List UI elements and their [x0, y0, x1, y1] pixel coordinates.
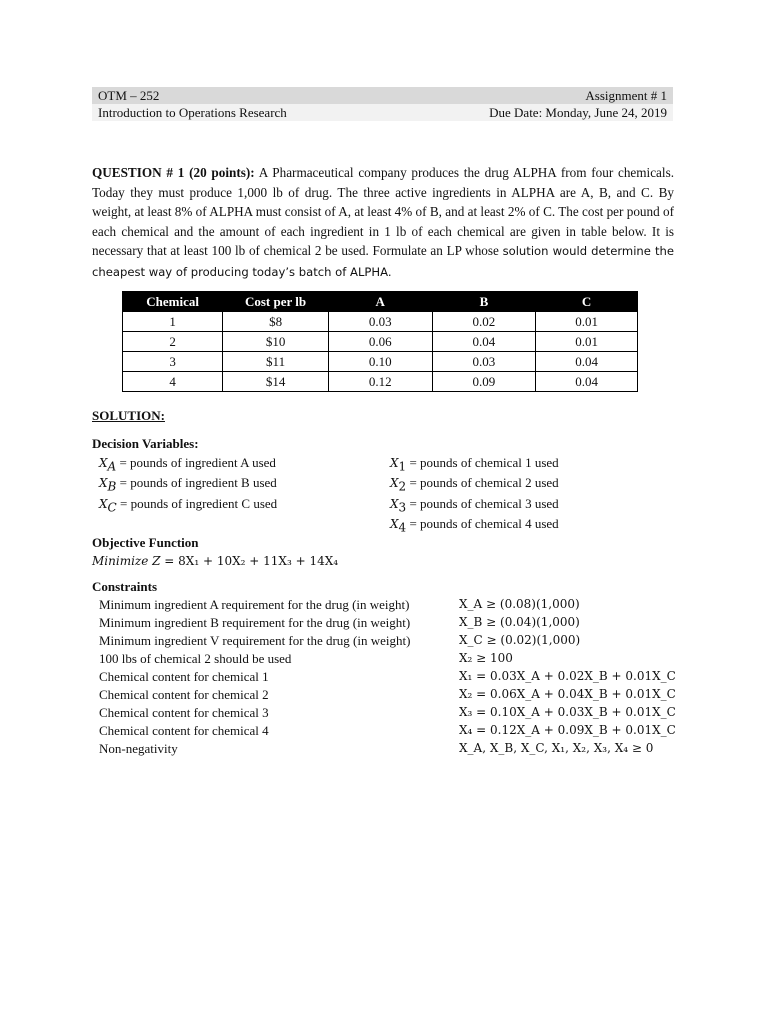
table-cell: $11 — [223, 352, 329, 372]
table-cell: 1 — [123, 312, 223, 332]
due-date: Due Date: Monday, June 24, 2019 — [489, 104, 667, 120]
constraint-expression: X₄ = 0.12X_A + 0.09X_B + 0.01X_C — [459, 723, 676, 737]
table-header-row — [123, 292, 638, 312]
table-row — [123, 372, 638, 392]
assignment-number: Assignment # 1 — [585, 87, 667, 103]
objective-prefix: Minimize Z — [92, 554, 161, 568]
table-cell: 4 — [123, 372, 223, 392]
constraint-expression: X_A ≥ (0.08)(1,000) — [459, 597, 580, 611]
table-cell: 0.03 — [432, 352, 536, 372]
ingredient-var-c: $X_C$ = pounds of ingredient C used — [99, 496, 278, 515]
table-header-cell: Cost per lb — [223, 292, 329, 312]
question-paragraph — [92, 163, 674, 282]
constraints-heading: Constraints — [92, 579, 158, 594]
course-code: OTM – 252 — [98, 87, 160, 103]
constraint-expression: X_B ≥ (0.04)(1,000) — [459, 615, 580, 629]
ingredient-var-a: $X_A$ = pounds of ingredient A used — [99, 455, 276, 474]
table-cell: 0.02 — [432, 312, 536, 332]
constraint-label: Minimum ingredient V requirement for the drug (in weight) — [99, 633, 411, 648]
constraint-expression: X₂ = 0.06X_A + 0.04X_B + 0.01X_C — [459, 687, 676, 701]
question-last-line: solution would determine the cheapest way of producing today’s batch of ALPHA. — [92, 244, 675, 279]
table-header-cell: B — [432, 292, 536, 312]
ingredient-var-b: $X_B$ = pounds of ingredient B used — [99, 475, 277, 494]
table-cell: 0.01 — [536, 312, 638, 332]
table-cell: 0.10 — [328, 352, 432, 372]
table-cell: 0.12 — [328, 372, 432, 392]
table-header-cell: Chemical — [123, 292, 223, 312]
table-cell: 2 — [123, 332, 223, 352]
constraint-label: Non-negativity — [99, 741, 178, 756]
header-row-2 — [92, 104, 673, 121]
table-row — [123, 332, 638, 352]
constraint-label: Minimum ingredient B requirement for the drug (in weight) — [99, 615, 411, 630]
header-row-1 — [92, 87, 673, 104]
constraint-label: 100 lbs of chemical 2 should be used — [99, 651, 292, 666]
decision-variables-heading: Decision Variables: — [92, 436, 199, 451]
table-cell: 0.04 — [432, 332, 536, 352]
table-cell: 0.04 — [536, 372, 638, 392]
chemical-var-4: $X_4$ = pounds of chemical 4 used — [390, 516, 559, 535]
table-row — [123, 312, 638, 332]
table-row — [123, 352, 638, 372]
objective-expression: = 8X₁ + 10X₂ + 11X₃ + 14X₄ — [160, 554, 339, 568]
constraint-label: Minimum ingredient A requirement for the drug (in weight) — [99, 597, 410, 612]
constraint-label: Chemical content for chemical 1 — [99, 669, 269, 684]
constraint-label: Chemical content for chemical 3 — [99, 705, 269, 720]
chemical-var-1: $X_1$ = pounds of chemical 1 used — [390, 455, 559, 474]
course-title: Introduction to Operations Research — [98, 104, 287, 120]
chemical-table — [122, 291, 638, 392]
table-cell: $14 — [223, 372, 329, 392]
solution-title: SOLUTION: — [92, 408, 165, 423]
table-cell: 0.03 — [328, 312, 432, 332]
chemical-var-2: $X_2$ = pounds of chemical 2 used — [390, 475, 559, 494]
table-cell: 0.01 — [536, 332, 638, 352]
table-cell: $8 — [223, 312, 329, 332]
constraint-label: Chemical content for chemical 2 — [99, 687, 269, 702]
constraint-expression: X₃ = 0.10X_A + 0.03X_B + 0.01X_C — [459, 705, 676, 719]
constraint-expression: X₁ = 0.03X_A + 0.02X_B + 0.01X_C — [459, 669, 676, 683]
table-header-cell: A — [328, 292, 432, 312]
table-header-cell: C — [536, 292, 638, 312]
constraint-expression: X_C ≥ (0.02)(1,000) — [459, 633, 581, 647]
constraint-label: Chemical content for chemical 4 — [99, 723, 269, 738]
table-cell: 3 — [123, 352, 223, 372]
chemical-var-3: $X_3$ = pounds of chemical 3 used — [390, 496, 559, 515]
question-heading: QUESTION # 1 (20 points): — [92, 165, 255, 180]
table-cell: 0.04 — [536, 352, 638, 372]
table-cell: 0.09 — [432, 372, 536, 392]
table-cell: 0.06 — [328, 332, 432, 352]
question-body: A Pharmaceutical company produces the drug ALPHA from four chemicals. Today they must produce 1,000 lb of drug. The three active ingredients in ALPHA are A, B, and C. By weight, at least 8% of ALPHA must consist of A, at least 4% of B, and at least 2% of C. The cost per pound of each chemical and the amount of each ingredient in 1 lb of each chemical are given in table below. It is necessary that at least 100 lb of chemical 2 be used. Formulate an LP whose — [92, 165, 675, 258]
table-cell: $10 — [223, 332, 329, 352]
objective-function — [92, 553, 338, 569]
objective-heading: Objective Function — [92, 535, 199, 550]
constraint-expression: X₂ ≥ 100 — [459, 651, 513, 665]
constraint-expression: X_A, X_B, X_C, X₁, X₂, X₃, X₄ ≥ 0 — [459, 741, 654, 755]
